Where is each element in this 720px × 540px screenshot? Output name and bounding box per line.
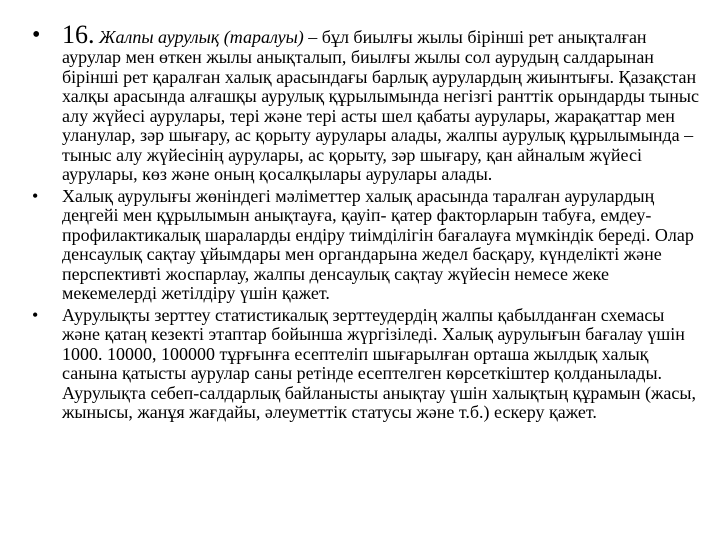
bullet-item-2: [32, 187, 704, 304]
item-text: – бұл биылғы жылы бірінші рет анықталған аурулар мен өткен жылы анықталып, биылғы жылы сол аурудың салдарынан бірінші рет қаралған халық арасындағы барлық аурулардың жиынтығы. Қазақстан халқы арасында алғашқы аурулық құрылымында негізгі ранттік орындарды тыныс алу жүйесі аурулары, тері және тері асты шел қабаты аурулары, жарақаттар мен уланулар, зәр шығару, ас қорыту аурулары алады, жалпы аурулық құрылымында – тыныс алу жүйесінің аурулары, ас қорыту, зәр шығару, қан айналым жүйесі аурулары, көз және оның қосалқылары аурулары алады.: [62, 27, 699, 184]
item-text: Аурулықты зерттеу статистикалық зерттеудердің жалпы қабылданған схемасы және қатаң кезекті этаптар бойынша жүргізіледі. Халық аурулығын бағалау үшін 1000. 10000, 100000 тұрғынға есептеліп шығарылған орташа жылдық халық санына қатысты аурулар саны ретінде есептелген көрсеткіштер қолданылады. Аурулықта себеп-салдарлық байланысты анықтау үшін халықтың құрамын (жасы, жынысы, жанұя жағдайы, әлеуметтік статусы және т.б.) ескеру қажет.: [62, 304, 696, 422]
bullet-list: [32, 22, 704, 423]
bullet-marker: •: [32, 304, 39, 325]
bullet-item-1: [32, 22, 704, 185]
item-title: Жалпы аурулық (таралуы): [99, 27, 304, 47]
bullet-marker: •: [32, 185, 39, 206]
bullet-marker: •: [32, 22, 41, 48]
item-text: Халық аурулығы жөніндегі мәліметтер халық арасында таралған аурулардың деңгейі мен құрылымын анықтауға, қауіп- қатер факторларын табуға, емдеу-профилактикалық шараларды ендіру тиімділігін бағалауға мүмкіндік береді. Олар денсаулық сақтау ұйымдары мен органдарына жедел басқару, күнделікті және перспективті жоспарлау, жалпы денсаулық сақтау жүйесін немесе жеке мекемелерді жетілдіру үшін қажет.: [62, 185, 694, 303]
bullet-item-3: [32, 306, 704, 423]
item-number: 16.: [62, 20, 95, 49]
